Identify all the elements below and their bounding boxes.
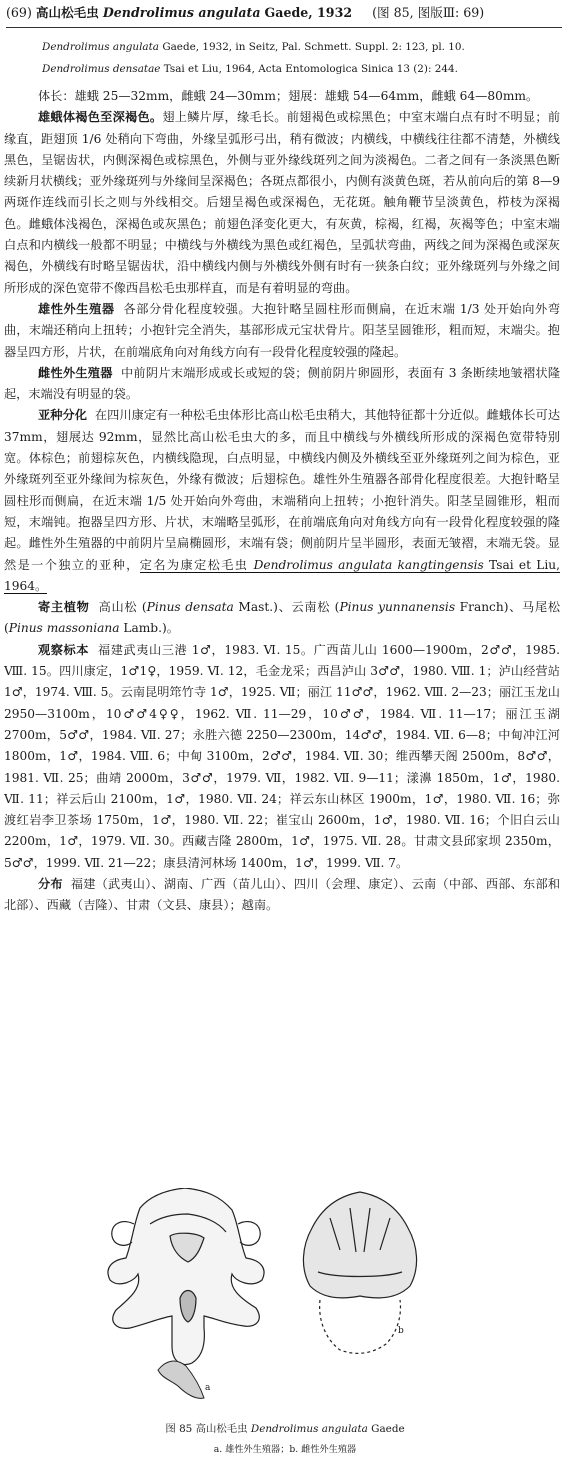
subspecies-heading: 亚种分化 bbox=[38, 408, 87, 423]
synonym-line bbox=[42, 62, 458, 76]
synonym-name: Dendrolimus angulata bbox=[42, 41, 159, 53]
distribution-para bbox=[4, 874, 560, 917]
male-genitalia-drawing bbox=[108, 1188, 264, 1364]
subspecies-author: Tsai et Liu, 1964。 bbox=[4, 557, 561, 593]
male-genitalia-para bbox=[4, 299, 560, 363]
description-text: 翅上鳞片厚，缘毛长。前翅褐色或棕黑色；中室末端白点有时不明显；前缘直，距翅顶 1/6 处稍向下弯曲，外缘呈弧形弓出，稍有微波；内横线，中横线往往都不清楚，外横线黑色，呈锯齿状，内侧深褐色或棕黑色，外侧与亚外缘线斑列之间为淡褐色。二者之间有一条淡黑色断续新月状横线；亚外缘斑列与外缘间呈深褐色；各斑点都很小，内侧有淡黄色斑，若从前向后的第 8—9 两斑作连线而引长之则与外线相交。后翅呈褐色或深褐色，无花斑。触角鞭节呈淡黄色，栉枝为深褐色。雌蛾体浅褐色，深褐色或灰黑色；前翅色泽变化更大，有灰黄，棕褐，红褐，灰褐等色；中室末端白点和内横线一般都不明显；中横线与外横线为黑色或红褐色，呈弧状弯曲，两线之间为深褐色或深灰褐色，外横线有时略呈锯齿状，沿中横线内侧与外横线外侧有时有一狭条白纹；亚外缘斑列与外缘之间所形成的深色宽带不像西昌松毛虫那样直，而是有着明显的弯曲。 bbox=[4, 110, 561, 295]
specimens-para bbox=[4, 640, 560, 874]
synonym-citation: Tsai et Liu, 1964, Acta Entomologica Sinica 13 (2): 244. bbox=[163, 63, 458, 75]
host-sci-name: Pinus massoniana bbox=[8, 621, 120, 636]
figure-reference: (图 85, 图版Ⅲ: 69) bbox=[372, 5, 485, 20]
species-number: (69) bbox=[6, 5, 32, 20]
host-plants-heading: 寄主植物 bbox=[38, 600, 90, 615]
subspecies-cn-name: 定名为康定松毛虫 bbox=[139, 557, 249, 572]
description-lead: 雄蛾体褐色至深褐色。 bbox=[38, 110, 163, 125]
host-text: Lamb.)。 bbox=[119, 621, 179, 636]
male-genitalia-text: 各部分骨化程度较强。大抱针略呈圆柱形而侧扁，在近末端 1/3 处开始向外弯曲，末端还稍向上扭转；小抱针完全消失，基部形成元宝状骨片。阳茎呈圆锥形，粗而短，末端尖。抱器呈四方形，片状，在前端底角向对角线方向有一段骨化程度较强的隆起。 bbox=[4, 301, 561, 359]
species-sci-name: Dendrolimus angulata bbox=[102, 5, 261, 20]
host-text: Mast.)、云南松 ( bbox=[233, 600, 340, 615]
synonym-citation: Gaede, 1932, in Seitz, Pal. Schmett. Suppl. 2: 123, pl. 10. bbox=[162, 41, 465, 53]
species-author: Gaede, 1932 bbox=[264, 5, 353, 20]
description-para bbox=[4, 107, 560, 299]
female-genitalia-para bbox=[4, 363, 560, 406]
figure-label-b: b bbox=[398, 1326, 404, 1336]
synonym-line bbox=[42, 40, 465, 54]
main-text bbox=[4, 86, 560, 917]
synonym-name: Dendrolimus densatae bbox=[42, 63, 161, 75]
host-text: 高山松 ( bbox=[98, 600, 147, 615]
body-length-para: 体长：雄蛾 25—32mm，雌蛾 24—30mm；翅展：雄蛾 54—64mm，雌蛾 64—80mm。 bbox=[38, 89, 539, 103]
caption-sci-name: Dendrolimus angulata bbox=[250, 1423, 368, 1435]
species-cn-name: 高山松毛虫 bbox=[35, 5, 99, 20]
caption-prefix: 图 85 高山松毛虫 bbox=[165, 1423, 248, 1435]
subspecies-text: 在四川康定有一种松毛虫体形比高山松毛虫稍大，其他特征都十分近似。雌蛾体长可达 37mm，翅展达 92mm，显然比高山松毛虫大的多，而且中横线与外横线所形成的深褐色宽带特别宽。体棕色；前翅棕灰色，内横线隐现，白点明显，中横线内侧及外横线至亚外缘斑列之间为棕色，亚外缘斑列至亚外缘间为棕灰色，外缘有微波；后翅棕色。雄性外生殖器各部骨化程度很差。大抱针略呈圆柱形而侧扁，在近末端 1/5 处开始向外弯曲，末端稍向上扭转；小抱针消失。阳茎呈圆锥形，粗而短，末端钝。抱器呈四方形、片状，末端略呈弧形，在前端底角向对角线方向有一段骨化程度较强的隆起。雌性外生殖器的中前阴片呈扁椭圆形，末端有袋；侧前阴片呈半圆形，表面无皱褶，末端无袋。显然是一个独立的亚种， bbox=[4, 408, 561, 572]
subspecies-sci-name: Dendrolimus angulata kangtingensis bbox=[253, 557, 484, 572]
genitalia-illustration bbox=[0, 1188, 570, 1408]
caption-author: Gaede bbox=[371, 1423, 405, 1435]
heading-rule bbox=[6, 27, 562, 28]
figure-caption bbox=[0, 1420, 570, 1435]
specimens-heading: 观察标本 bbox=[38, 642, 90, 657]
subspecies-para bbox=[4, 405, 560, 597]
figure-subcaption: a. 雄性外生殖器；b. 雌性外生殖器 bbox=[213, 1444, 357, 1455]
host-sci-name: Pinus densata bbox=[146, 600, 234, 615]
figure-85 bbox=[0, 1188, 570, 1408]
distribution-heading: 分布 bbox=[38, 876, 63, 891]
distribution-text: 福建（武夷山）、湖南、广西（苗儿山）、四川（会理、康定）、云南（中部、西部、东部和北部）、西藏（吉隆）、甘肃（文县、康县）；越南。 bbox=[4, 876, 561, 913]
male-genitalia-heading: 雄性外生殖器 bbox=[38, 301, 115, 316]
species-heading bbox=[6, 4, 562, 22]
female-genitalia-heading: 雌性外生殖器 bbox=[38, 365, 113, 380]
figure-label-a: a bbox=[205, 1383, 211, 1393]
female-genitalia-text: 中前阴片末端形成或长或短的袋；侧前阴片卵圆形，表面有 3 条断续地皱褶状隆起，末端没有明显的袋。 bbox=[4, 365, 561, 402]
host-text: Franch)、马尾松 ( bbox=[4, 600, 561, 636]
host-sci-name: Pinus yunnanensis bbox=[339, 600, 456, 615]
host-plants-para bbox=[4, 597, 560, 640]
specimens-text: 福建武夷山三港 1♂，1983. Ⅵ. 15。广西苗儿山 1600—1900m，2♂♂，1985. Ⅷ. 15。四川康定，1♂1♀，1959. Ⅵ. 12，毛金龙采；西昌泸山 3♂♂，1980. Ⅷ. 1；泸山经营站 1♂，1974. Ⅷ. 5。云南昆明筇竹寺 1♂，1925. Ⅶ；丽江 11♂♂，1962. Ⅷ. 2—23；丽江玉龙山 2950—3100m，10♂♂4♀♀，1962. Ⅶ. 11—29，10♂♂，1984. Ⅶ. 11—17；丽江玉湖 2700m，5♂♂，1984. Ⅶ. 27；永胜六德 2250—2300m，14♂♂，1984. Ⅶ. 6—8；中甸冲江河 1800m，1♂，1984. Ⅷ. 6；中甸 3100m，2♂♂，1984. Ⅶ. 30；维西攀天阁 2500m，8♂♂，1981. Ⅶ. 25；曲靖 2000m，3♂♂，1979. Ⅶ，1982. Ⅶ. 9—11；漾濞 1850m，1♂，1980. Ⅶ. 11；祥云后山 2100m，1♂，1980. Ⅶ. 24；祥云东山林区 1900m，1♂，1980. Ⅶ. 16；弥渡红岩李卫茶场 1750m，1♂，1980. Ⅶ. 22；崔宝山 2600m，1♂，1980. Ⅶ. 16；个旧白云山 2200m，1♂，1979. Ⅶ. 30。西藏吉隆 2800m，1♂，1975. Ⅶ. 28。甘肃文县邱家坝 2350m，5♂♂，1999. Ⅶ. 21—22；康县清河林场 1400m，1♂，1999. Ⅶ. 7。 bbox=[4, 642, 561, 870]
aedeagus-drawing bbox=[158, 1361, 204, 1398]
